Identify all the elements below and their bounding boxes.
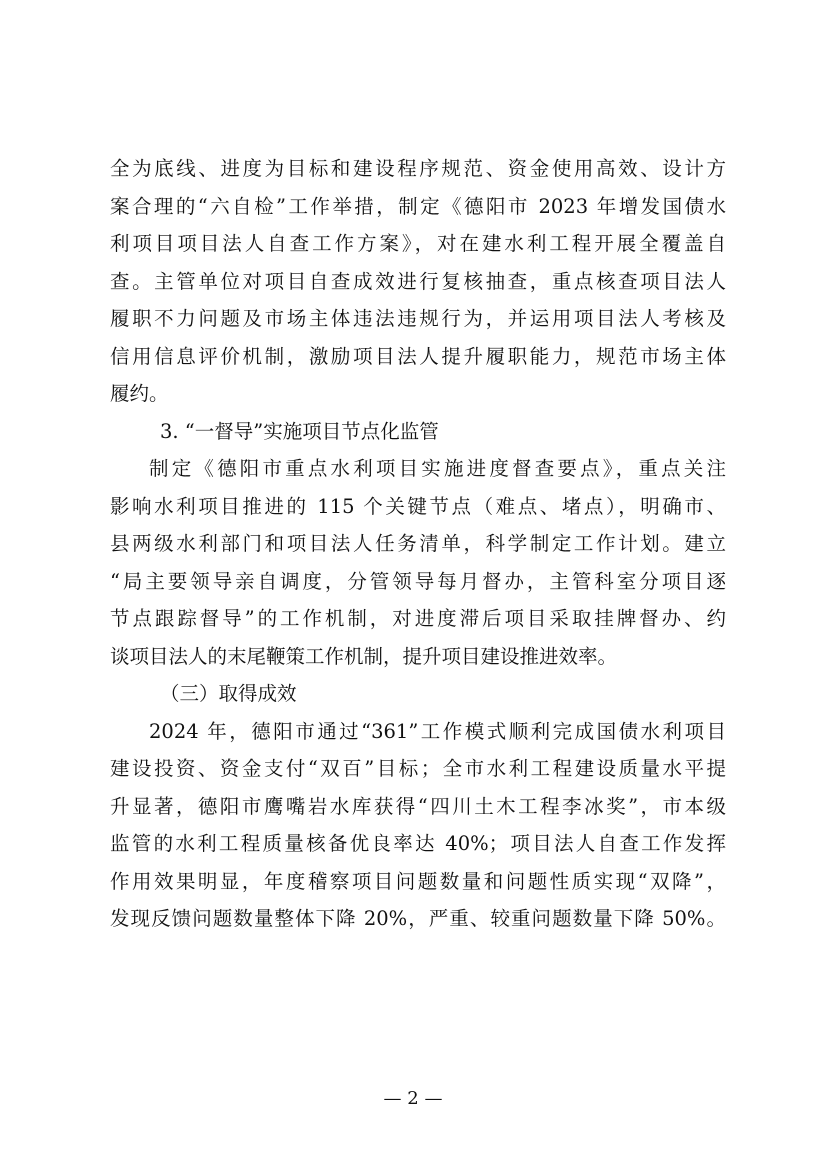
text-line: 节点跟踪督导”的工作机制，对进度滞后项目采取挂牌督办、约 (110, 607, 726, 630)
text-line: 履约。 (110, 382, 169, 405)
text-line: 制定《德阳市重点水利项目实施进度督查要点》，重点关注 (149, 457, 726, 480)
text-line: 影响水利项目推进的 115 个关键节点（难点、堵点），明确市、 (110, 494, 726, 518)
text-line: 案合理的“六自检”工作举措，制定《德阳市 2023 年增发国债水 (110, 194, 726, 218)
paragraph-safety-bottom-line (110, 150, 726, 413)
text-line: 利项目项目法人自查工作方案》，对在建水利工程开展全覆盖自 (110, 232, 726, 255)
paragraph-supervision (110, 450, 726, 675)
text-line: 查。主管单位对项目自查成效进行复核抽查，重点核查项目法人 (110, 269, 726, 293)
text-line: 谈项目法人的末尾鞭策工作机制，提升项目建设推进效率。 (110, 644, 618, 668)
text-line: 2024 年，德阳市通过“361”工作模式顺利完成国债水利项目 (149, 719, 726, 743)
text-line: 监管的水利工程质量核备优良率达 40%；项目法人自查工作发挥 (110, 832, 726, 855)
text-line: 县两级水利部门和项目法人任务清单，科学制定工作计划。建立 (110, 532, 726, 555)
text-line: 作用效果明显，年度稽察项目问题数量和问题性质实现“双降”， (110, 869, 726, 893)
text-line: 履职不力问题及市场主体违法违规行为，并运用项目法人考核及 (110, 307, 726, 330)
text-line: 全为底线、进度为目标和建设程序规范、资金使用高效、设计方 (110, 157, 726, 180)
text-line: “局主要领导亲自调度，分管领导每月督办，主管科室分项目逐 (110, 569, 726, 593)
subheading-supervision: 3. “一督导”实施项目节点化监管 (160, 419, 439, 443)
section-heading-results: （三）取得成效 (160, 682, 297, 705)
text-line: 信用信息评价机制，激励项目法人提升履职能力，规范市场主体 (110, 344, 726, 368)
text-line: 发现反馈问题数量整体下降 20%，严重、较重问题数量下降 50%。 (110, 907, 726, 930)
text-line: 升显著，德阳市鹰嘴岩水库获得“四川土木工程李冰奖”，市本级 (110, 794, 726, 818)
page-number: — 2 — (383, 1088, 443, 1109)
text-line: 建设投资、资金支付“双百”目标；全市水利工程建设质量水平提 (110, 757, 726, 780)
paragraph-results (110, 713, 726, 938)
document-body (110, 150, 726, 938)
